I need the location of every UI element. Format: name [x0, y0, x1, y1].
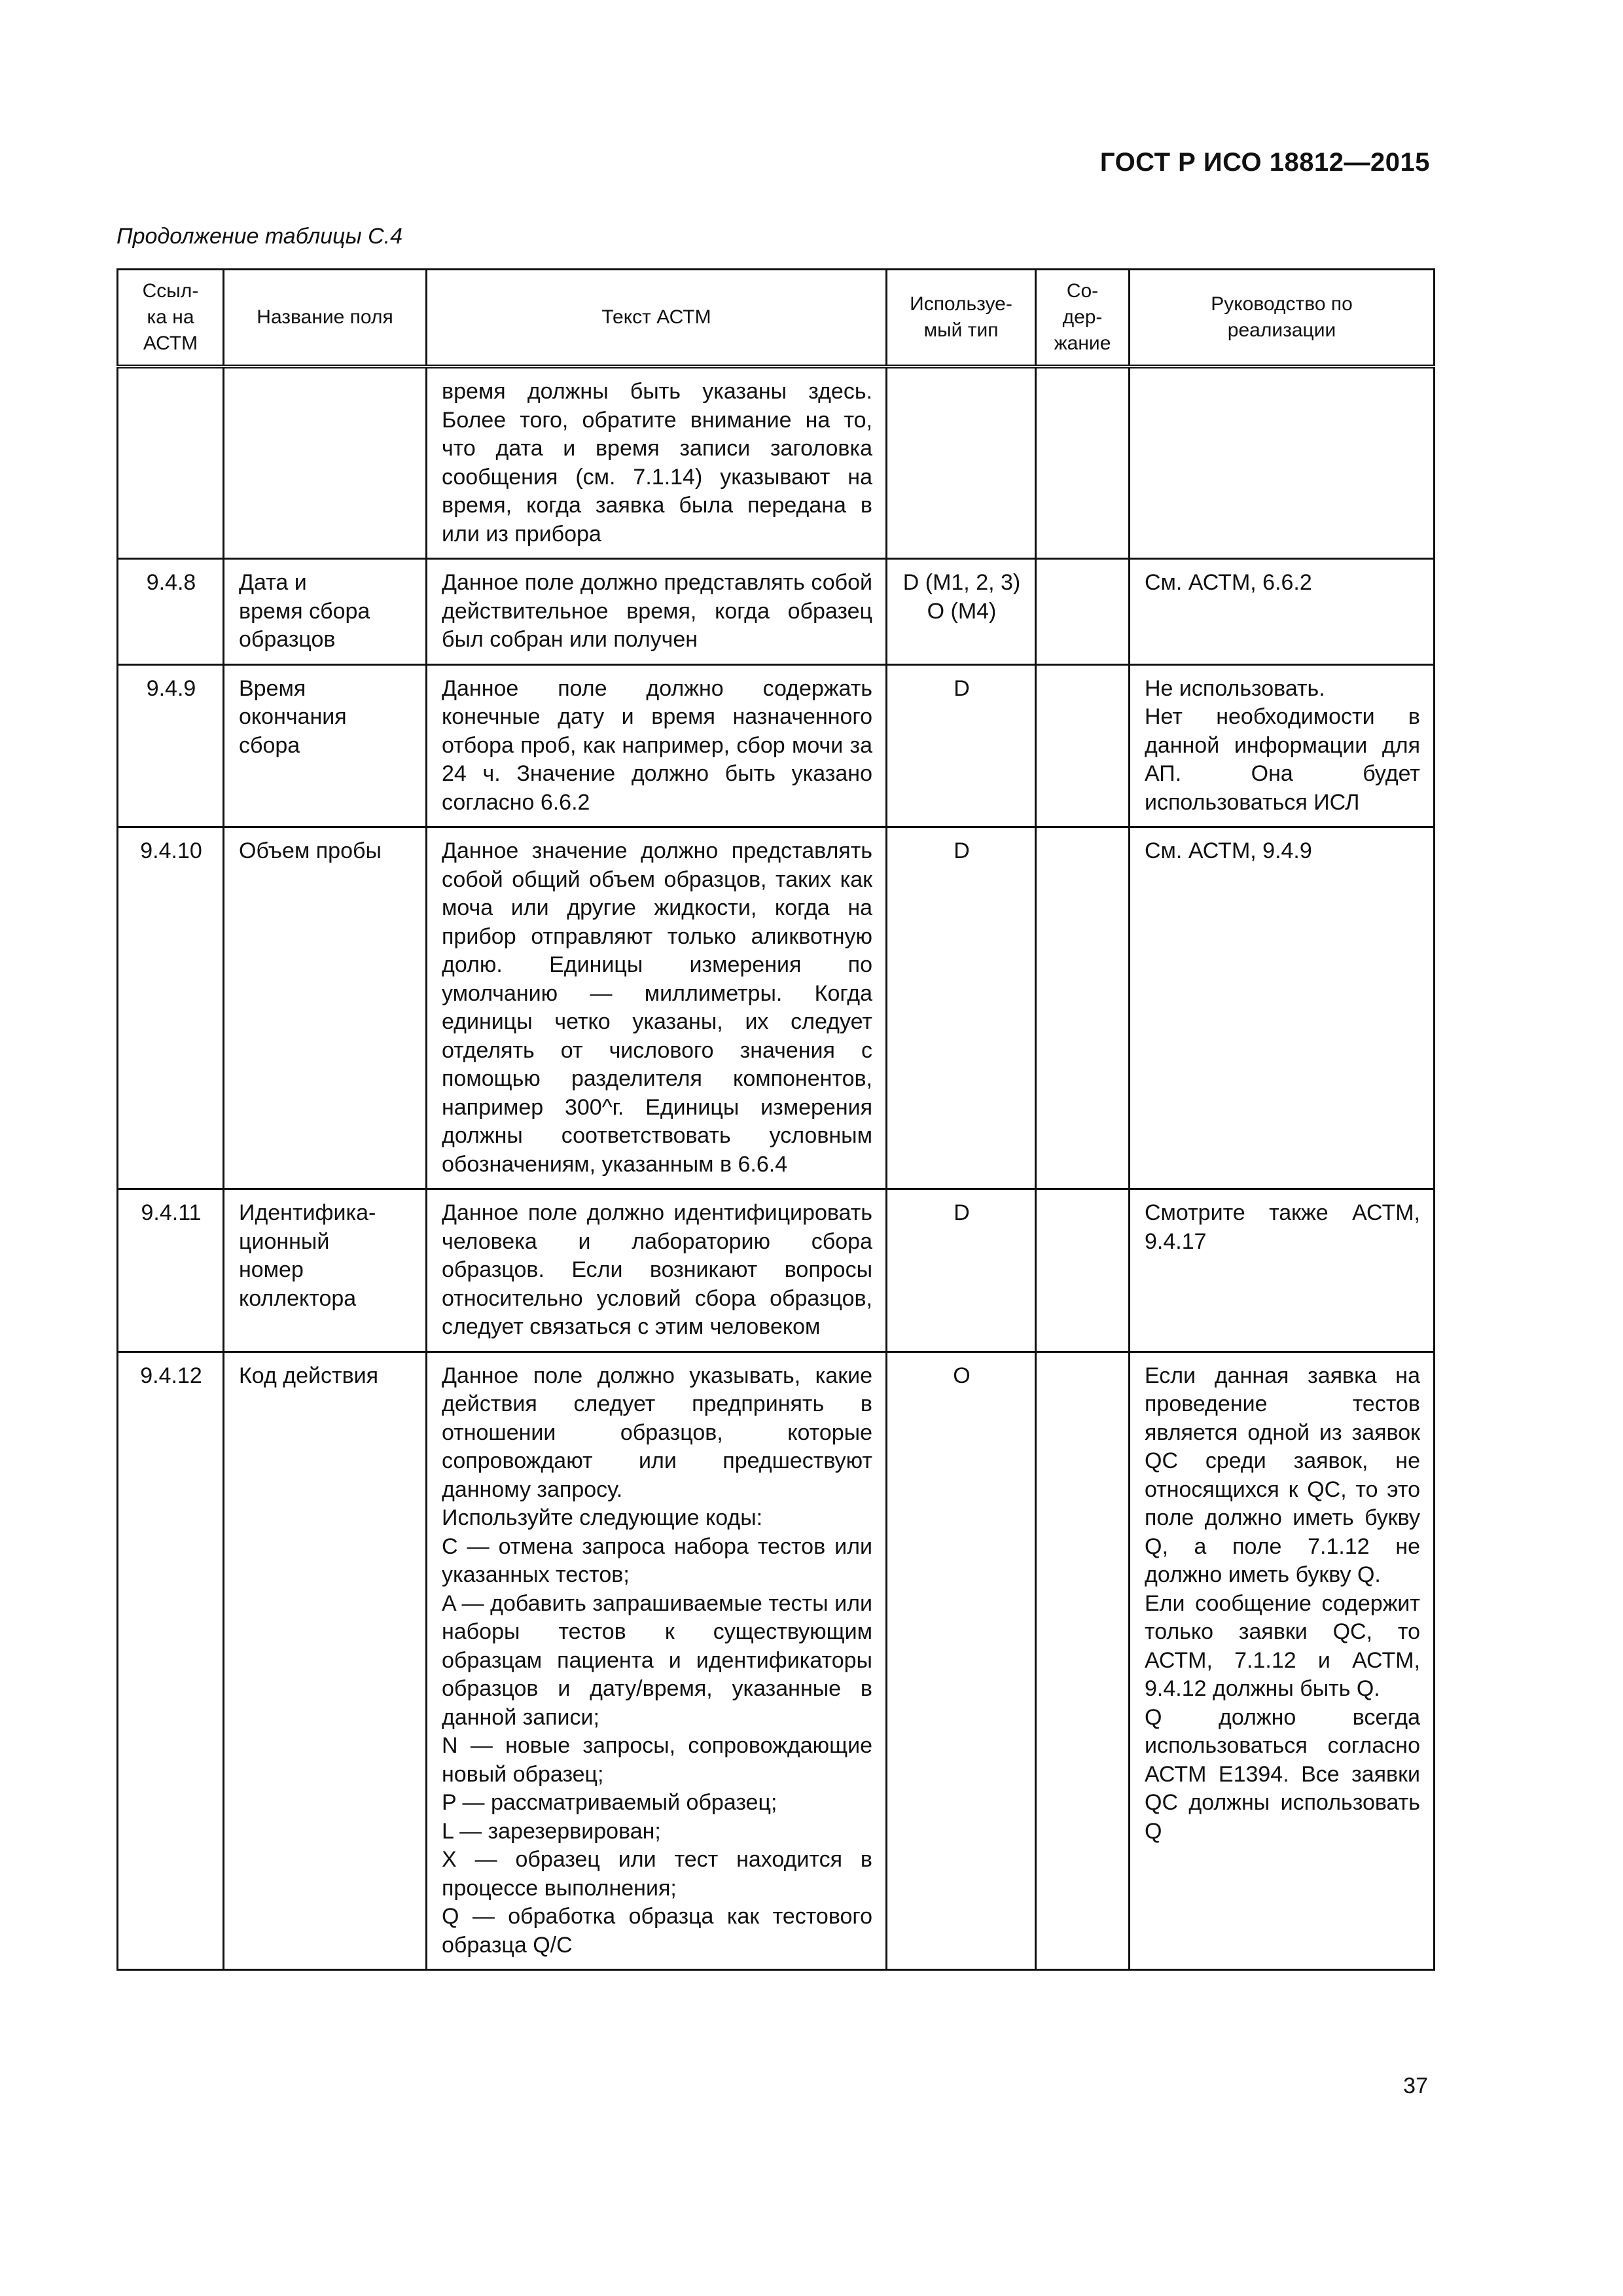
- table-caption: Продолжение таблицы С.4: [116, 224, 402, 249]
- column-header-field-name: Название поля: [224, 270, 427, 367]
- cell-field: Идентифика- ционный номер коллектора: [224, 1189, 427, 1352]
- cell-field: [224, 367, 427, 559]
- column-header-content: Со- дер- жание: [1036, 270, 1130, 367]
- cell-type: D: [887, 1189, 1036, 1352]
- cell-content: [1036, 559, 1130, 665]
- cell-guide: Если данная заявка на проведение тестов является одной из заявок QC среди заявок, не относящихся к QC, то это поле должно иметь букву Q, а поле 7.1.12 не должно иметь букву Q. Ели сообщение содержит только заявки QC, то АСТМ, 7.1.12 и АСТМ, 9.4.12 должны быть Q. Q должно всегда использоваться согласно АСТМ E1394. Все заявки QC должны использовать Q: [1130, 1352, 1435, 1970]
- table-header-row: [118, 270, 1435, 367]
- cell-text: Данное поле должно идентифицировать человека и лабораторию сбора образцов. Если возникают вопросы относительно условий сбора образцов, следует связаться с этим человеком: [427, 1189, 887, 1352]
- cell-content: [1036, 1189, 1130, 1352]
- column-header-guide: Руководство по реализации: [1130, 270, 1435, 367]
- table-row: [118, 367, 1435, 559]
- cell-ref: 9.4.11: [118, 1189, 224, 1352]
- cell-ref: [118, 367, 224, 559]
- table-row: [118, 827, 1435, 1189]
- data-table: [116, 268, 1435, 1971]
- cell-type: [887, 367, 1036, 559]
- table-row: [118, 559, 1435, 665]
- cell-type: O: [887, 1352, 1036, 1970]
- cell-text: Данное поле должно содержать конечные дату и время назначенного отбора проб, как например, сбор мочи за 24 ч. Значение должно быть указано согласно 6.6.2: [427, 664, 887, 827]
- column-header-astm-text: Текст АСТМ: [427, 270, 887, 367]
- cell-text: время должны быть указаны здесь. Более того, обратите внимание на то, что дата и время записи заголовка сообщения (см. 7.1.14) указывают на время, когда заявка была передана в или из прибора: [427, 367, 887, 559]
- cell-guide: См. АСТМ, 6.6.2: [1130, 559, 1435, 665]
- cell-text: Данное поле должно указывать, какие действия следует предпринять в отношении образцов, которые сопровождают или предшествуют данному запросу. Используйте следующие коды: C — отмена запроса набора тестов или указанных тестов; A — добавить запрашиваемые тесты или наборы тестов к существующим образцам пациента и идентификаторы образцов и дату/время, указанные в данной записи; N — новые запросы, сопровождающие новый образец; P — рассматриваемый образец; L — зарезервирован; X — образец или тест находится в процессе выполнения; Q — обработка образца как тестового образца Q/C: [427, 1352, 887, 1970]
- cell-ref: 9.4.9: [118, 664, 224, 827]
- cell-field: Время окончания сбора: [224, 664, 427, 827]
- cell-field: Код действия: [224, 1352, 427, 1970]
- table-row: [118, 1352, 1435, 1970]
- cell-text: Данное поле должно представлять собой действительное время, когда образец был собран или получен: [427, 559, 887, 665]
- cell-content: [1036, 827, 1130, 1189]
- cell-type: D (M1, 2, 3) O (M4): [887, 559, 1036, 665]
- column-header-ref: Ссыл- ка на АСТМ: [118, 270, 224, 367]
- cell-ref: 9.4.12: [118, 1352, 224, 1970]
- cell-field: Дата и время сбора образцов: [224, 559, 427, 665]
- table-row: [118, 1189, 1435, 1352]
- cell-field: Объем пробы: [224, 827, 427, 1189]
- cell-ref: 9.4.10: [118, 827, 224, 1189]
- table-row: [118, 664, 1435, 827]
- cell-type: D: [887, 827, 1036, 1189]
- cell-text: Данное значение должно представлять собой общий объем образцов, таких как моча или другие жидкости, когда на прибор отправляют только аликвотную долю. Единицы измерения по умолчанию — миллиметры. Когда единицы четко указаны, их следует отделять от числового значения с помощью разделителя компонентов, например 300^г. Единицы измерения должны соответствовать условным обозначениям, указанным в 6.6.4: [427, 827, 887, 1189]
- cell-content: [1036, 367, 1130, 559]
- document-id: ГОСТ Р ИСО 18812—2015: [1099, 148, 1430, 177]
- cell-guide: Смотрите также АСТМ, 9.4.17: [1130, 1189, 1435, 1352]
- cell-guide: Не использовать. Нет необходимости в данной информации для АП. Она будет использоваться ИСЛ: [1130, 664, 1435, 827]
- column-header-type: Используе- мый тип: [887, 270, 1036, 367]
- cell-guide: [1130, 367, 1435, 559]
- cell-content: [1036, 1352, 1130, 1970]
- page-number: 37: [1403, 2073, 1428, 2098]
- cell-guide: См. АСТМ, 9.4.9: [1130, 827, 1435, 1189]
- cell-type: D: [887, 664, 1036, 827]
- cell-content: [1036, 664, 1130, 827]
- cell-ref: 9.4.8: [118, 559, 224, 665]
